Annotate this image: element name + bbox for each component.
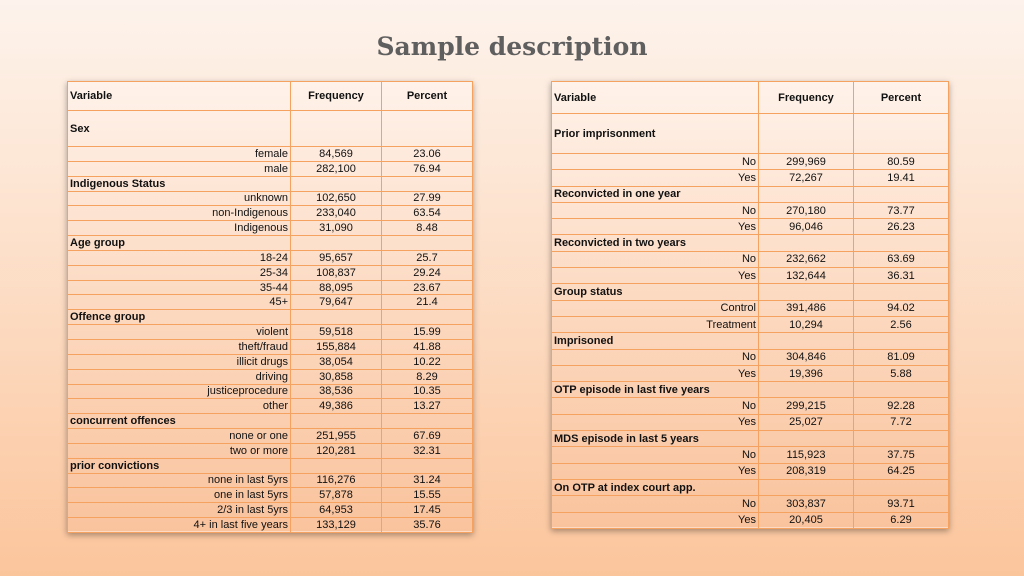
row-percent: 94.02 [854, 300, 949, 316]
group-row [552, 479, 949, 495]
group-label: concurrent offences [68, 414, 291, 429]
row-frequency: 64,953 [291, 503, 382, 518]
row-percent: 8.48 [382, 221, 473, 236]
table-row [68, 280, 473, 295]
table-row [68, 265, 473, 280]
row-percent: 41.88 [382, 339, 473, 354]
group-label: Sex [68, 111, 291, 147]
row-label: Yes [552, 365, 759, 381]
row-frequency: 31,090 [291, 221, 382, 236]
left-table-body [68, 147, 473, 533]
group-label: Imprisoned [552, 333, 759, 349]
row-label: none in last 5yrs [68, 473, 291, 488]
group-row [552, 114, 949, 154]
row-percent: 25.7 [382, 250, 473, 265]
row-frequency: 96,046 [759, 219, 854, 235]
row-frequency: 299,969 [759, 154, 854, 170]
row-percent: 15.99 [382, 325, 473, 340]
row-percent: 80.59 [854, 154, 949, 170]
group-row [552, 186, 949, 202]
table-row [68, 518, 473, 533]
row-frequency: 304,846 [759, 349, 854, 365]
header-variable: Variable [68, 82, 291, 111]
table-row [552, 251, 949, 267]
row-percent: 5.88 [854, 365, 949, 381]
table-row [552, 219, 949, 235]
row-frequency: 59,518 [291, 325, 382, 340]
row-label: Indigenous [68, 221, 291, 236]
row-frequency: 299,215 [759, 398, 854, 414]
row-percent: 7.72 [854, 414, 949, 430]
table-row [68, 206, 473, 221]
group-row [68, 111, 473, 147]
table-row [68, 473, 473, 488]
row-frequency: 233,040 [291, 206, 382, 221]
group-label: MDS episode in last 5 years [552, 431, 759, 447]
row-label: one in last 5yrs [68, 488, 291, 503]
row-percent: 32.31 [382, 443, 473, 458]
row-frequency: 133,129 [291, 518, 382, 533]
row-percent: 29.24 [382, 265, 473, 280]
group-row [68, 414, 473, 429]
row-percent: 63.69 [854, 251, 949, 267]
row-percent: 10.35 [382, 384, 473, 399]
table-row [552, 316, 949, 332]
table-row [552, 300, 949, 316]
row-percent: 35.76 [382, 518, 473, 533]
group-row [68, 310, 473, 325]
table-row [68, 221, 473, 236]
row-label: male [68, 161, 291, 176]
row-label: female [68, 147, 291, 162]
row-label: No [552, 251, 759, 267]
table-row [552, 365, 949, 381]
row-percent: 63.54 [382, 206, 473, 221]
row-percent: 10.22 [382, 354, 473, 369]
group-row [552, 284, 949, 300]
table-row [552, 398, 949, 414]
row-frequency: 116,276 [291, 473, 382, 488]
table-row [68, 325, 473, 340]
row-percent: 27.99 [382, 191, 473, 206]
row-frequency: 38,054 [291, 354, 382, 369]
row-label: No [552, 496, 759, 512]
row-label: No [552, 398, 759, 414]
row-label: Yes [552, 414, 759, 430]
table-header-row [552, 82, 949, 114]
row-frequency: 84,569 [291, 147, 382, 162]
row-frequency: 115,923 [759, 447, 854, 463]
row-label: theft/fraud [68, 339, 291, 354]
table-row [552, 496, 949, 512]
row-frequency: 391,486 [759, 300, 854, 316]
group-label: Group status [552, 284, 759, 300]
group-label: On OTP at index court app. [552, 479, 759, 495]
group-row [552, 431, 949, 447]
table-row [552, 170, 949, 186]
row-frequency: 57,878 [291, 488, 382, 503]
row-frequency: 120,281 [291, 443, 382, 458]
group-label: OTP episode in last five years [552, 382, 759, 398]
row-frequency: 108,837 [291, 265, 382, 280]
row-frequency: 95,657 [291, 250, 382, 265]
table-row [68, 503, 473, 518]
row-percent: 36.31 [854, 268, 949, 284]
header-frequency: Frequency [291, 82, 382, 111]
row-label: 4+ in last five years [68, 518, 291, 533]
row-percent: 92.28 [854, 398, 949, 414]
group-row [68, 176, 473, 191]
group-label: prior convictions [68, 458, 291, 473]
row-percent: 13.27 [382, 399, 473, 414]
table-row [68, 354, 473, 369]
row-frequency: 20,405 [759, 512, 854, 528]
group-row [552, 333, 949, 349]
group-row [68, 236, 473, 251]
row-label: justiceprocedure [68, 384, 291, 399]
table-row [68, 369, 473, 384]
row-label: No [552, 447, 759, 463]
row-label: Yes [552, 170, 759, 186]
group-label: Offence group [68, 310, 291, 325]
row-label: other [68, 399, 291, 414]
group-label: Reconvicted in one year [552, 186, 759, 202]
table-row [68, 191, 473, 206]
row-label: 2/3 in last 5yrs [68, 503, 291, 518]
table-row [552, 463, 949, 479]
row-label: Yes [552, 512, 759, 528]
header-percent: Percent [382, 82, 473, 111]
table-row [68, 384, 473, 399]
header-frequency: Frequency [759, 82, 854, 114]
row-frequency: 208,319 [759, 463, 854, 479]
row-label: Yes [552, 268, 759, 284]
row-frequency: 155,884 [291, 339, 382, 354]
row-percent: 23.06 [382, 147, 473, 162]
row-percent: 76.94 [382, 161, 473, 176]
row-label: Yes [552, 219, 759, 235]
header-percent: Percent [854, 82, 949, 114]
table-row [552, 154, 949, 170]
group-label: Indigenous Status [68, 176, 291, 191]
row-frequency: 30,858 [291, 369, 382, 384]
row-label: unknown [68, 191, 291, 206]
page-title: Sample description [376, 32, 648, 61]
row-percent: 67.69 [382, 429, 473, 444]
group-label: Age group [68, 236, 291, 251]
table-row [552, 414, 949, 430]
row-label: No [552, 154, 759, 170]
table-row [68, 250, 473, 265]
table-row [68, 161, 473, 176]
row-label: violent [68, 325, 291, 340]
row-label: 18-24 [68, 250, 291, 265]
row-frequency: 19,396 [759, 365, 854, 381]
row-frequency: 232,662 [759, 251, 854, 267]
group-label: Reconvicted in two years [552, 235, 759, 251]
row-label: driving [68, 369, 291, 384]
right-table-body [552, 154, 949, 529]
row-frequency: 303,837 [759, 496, 854, 512]
header-variable: Variable [552, 82, 759, 114]
row-label: No [552, 349, 759, 365]
row-label: Control [552, 300, 759, 316]
table-row [68, 295, 473, 310]
row-frequency: 132,644 [759, 268, 854, 284]
row-frequency: 10,294 [759, 316, 854, 332]
group-label: Prior imprisonment [552, 114, 759, 154]
table-row [68, 147, 473, 162]
group-row [68, 458, 473, 473]
table-row [68, 429, 473, 444]
row-label: Yes [552, 463, 759, 479]
table-row [552, 202, 949, 218]
group-row [552, 235, 949, 251]
table-row [68, 488, 473, 503]
row-percent: 2.56 [854, 316, 949, 332]
row-frequency: 25,027 [759, 414, 854, 430]
row-label: No [552, 202, 759, 218]
row-frequency: 49,386 [291, 399, 382, 414]
row-label: illicit drugs [68, 354, 291, 369]
table-row [552, 349, 949, 365]
row-frequency: 79,647 [291, 295, 382, 310]
row-percent: 21.4 [382, 295, 473, 310]
table-row [552, 512, 949, 528]
table-row [552, 447, 949, 463]
row-percent: 37.75 [854, 447, 949, 463]
row-frequency: 282,100 [291, 161, 382, 176]
row-label: 25-34 [68, 265, 291, 280]
row-percent: 17.45 [382, 503, 473, 518]
row-frequency: 270,180 [759, 202, 854, 218]
row-percent: 6.29 [854, 512, 949, 528]
row-label: 45+ [68, 295, 291, 310]
row-frequency: 251,955 [291, 429, 382, 444]
row-frequency: 38,536 [291, 384, 382, 399]
row-frequency: 102,650 [291, 191, 382, 206]
row-label: none or one [68, 429, 291, 444]
row-percent: 15.55 [382, 488, 473, 503]
row-percent: 23.67 [382, 280, 473, 295]
row-label: Treatment [552, 316, 759, 332]
row-percent: 81.09 [854, 349, 949, 365]
group-row [552, 382, 949, 398]
row-percent: 26.23 [854, 219, 949, 235]
row-percent: 64.25 [854, 463, 949, 479]
row-frequency: 88,095 [291, 280, 382, 295]
row-percent: 19.41 [854, 170, 949, 186]
row-label: non-Indigenous [68, 206, 291, 221]
row-percent: 93.71 [854, 496, 949, 512]
table-row [68, 339, 473, 354]
table-header-row [68, 82, 473, 111]
row-label: two or more [68, 443, 291, 458]
table-row [68, 399, 473, 414]
row-frequency: 72,267 [759, 170, 854, 186]
row-percent: 73.77 [854, 202, 949, 218]
row-percent: 31.24 [382, 473, 473, 488]
left-table [67, 81, 473, 533]
table-row [552, 268, 949, 284]
table-row [68, 443, 473, 458]
right-table [551, 81, 949, 529]
row-percent: 8.29 [382, 369, 473, 384]
row-label: 35-44 [68, 280, 291, 295]
